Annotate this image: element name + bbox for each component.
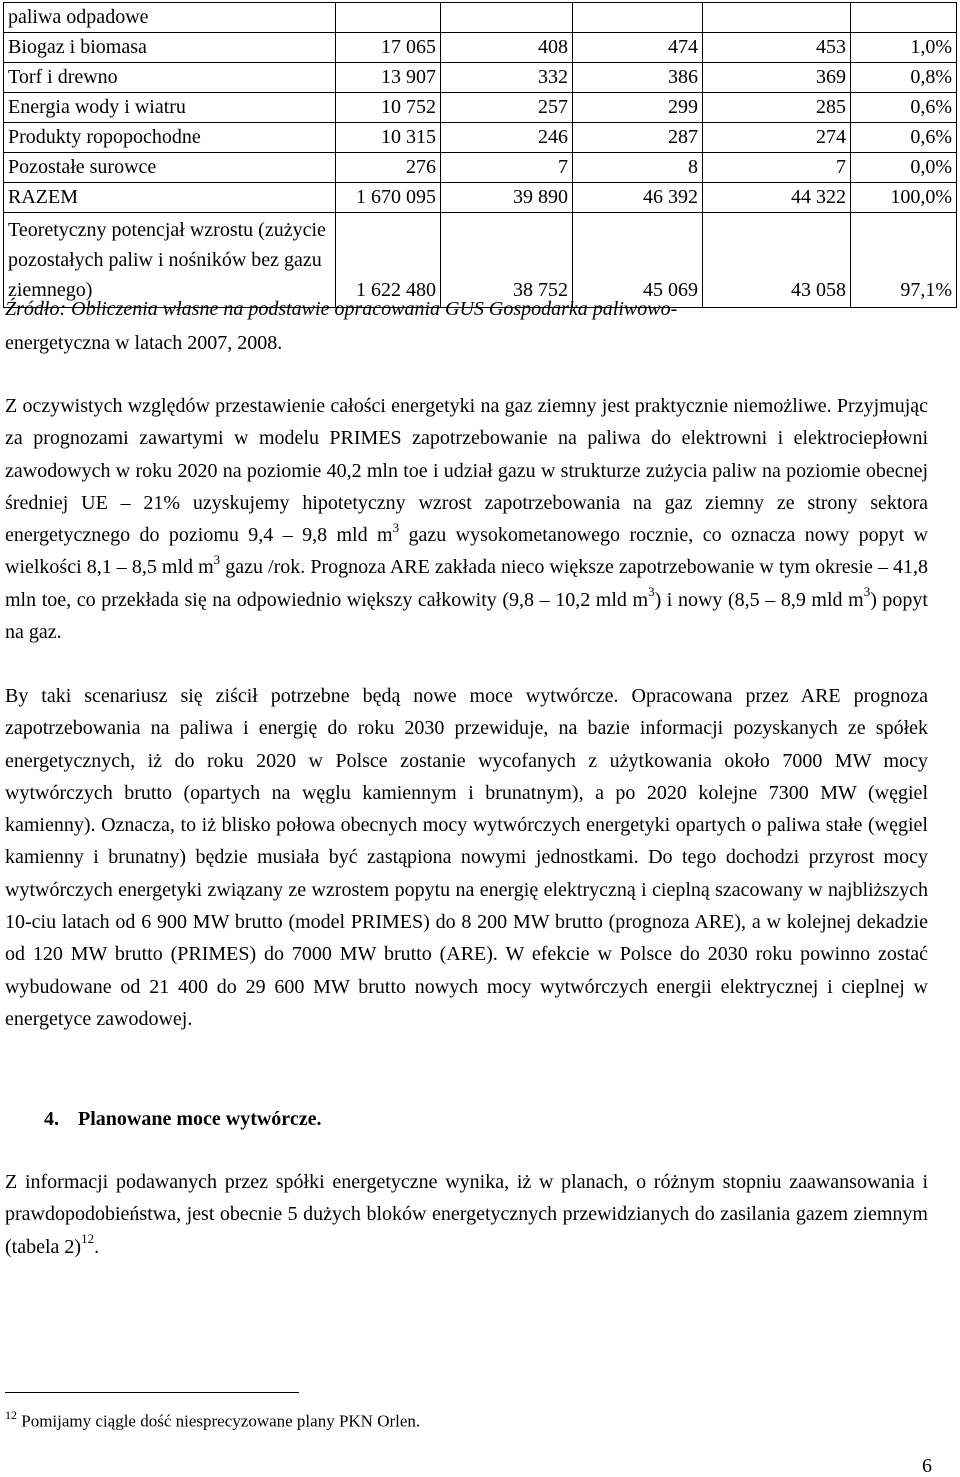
cell-value: 97,1%: [851, 213, 957, 308]
cell-value: 1 622 480: [336, 213, 441, 308]
paragraph-2c: gazu /rok.: [220, 556, 306, 579]
row-label: Torf i drewno: [4, 63, 336, 93]
cell-value: 44 322: [703, 183, 851, 213]
row-label: Teoretyczny potencjał wzrostu (zużycie pozostałych paliw i nośników bez gazu ziemnego): [4, 213, 336, 308]
table-row: [4, 33, 957, 63]
cell-value: 0,0%: [851, 153, 957, 183]
cell-value: 285: [703, 93, 851, 123]
paragraph-2f: ) popyt na gaz.: [5, 588, 928, 644]
source-upright: energetyczna w latach 2007, 2008.: [5, 332, 283, 354]
paragraph-main: [5, 390, 928, 648]
cell-value: 246: [441, 123, 573, 153]
paragraph-4: [5, 1166, 928, 1263]
footnote-ref: 12: [81, 1230, 95, 1246]
table-row: [4, 123, 957, 153]
table-row-total: [4, 183, 957, 213]
table-row: [4, 153, 957, 183]
cell-value: [573, 3, 703, 33]
row-label: Biogaz i biomasa: [4, 33, 336, 63]
cell-value: 369: [703, 63, 851, 93]
cell-value: 7: [441, 153, 573, 183]
footnote-divider: [5, 1392, 299, 1393]
paragraph-4-text: Z informacji podawanych przez spółki energetyczne wynika, iż w planach, o różnym stopniu zaawansowania i prawdopodobieństwa, jest obecnie 5 dużych bloków energetycznych przewidzianych do zasilania gazem ziemnym (tabela 2): [5, 1171, 928, 1258]
cell-value: 287: [573, 123, 703, 153]
footnote: [5, 1405, 420, 1433]
superscript: 3: [213, 551, 221, 567]
row-label: RAZEM: [4, 183, 336, 213]
table-row: [4, 93, 957, 123]
cell-value: 1 670 095: [336, 183, 441, 213]
cell-value: [703, 3, 851, 33]
cell-value: 38 752: [441, 213, 573, 308]
cell-value: 8: [573, 153, 703, 183]
cell-value: 257: [441, 93, 573, 123]
cell-value: 408: [441, 33, 573, 63]
cell-value: 10 752: [336, 93, 441, 123]
table-row: [4, 63, 957, 93]
cell-value: [441, 3, 573, 33]
paragraph-4-end: .: [94, 1235, 100, 1258]
cell-value: 17 065: [336, 33, 441, 63]
paragraph-2d: Prognoza ARE zakłada nieco większe zapotrzebowanie w tym okresie – 41,8 mln toe, co przekłada się na odpowiednio większy całkowity (9,8 – 10,2 mld m: [5, 556, 929, 611]
energy-table: [3, 2, 957, 308]
section-heading: [44, 1103, 321, 1135]
row-label: Produkty ropopochodne: [4, 123, 336, 153]
footnote-mark: 12: [5, 1408, 17, 1422]
paragraph-1: Z oczywistych względów przestawienie całości energetyki na gaz ziemny jest praktycznie niemożliwe.: [5, 395, 832, 417]
section-number: 4.: [44, 1108, 59, 1130]
cell-value: 39 890: [441, 183, 573, 213]
cell-value: 474: [573, 33, 703, 63]
cell-value: 453: [703, 33, 851, 63]
cell-value: 386: [573, 63, 703, 93]
cell-value: 0,8%: [851, 63, 957, 93]
cell-value: 299: [573, 93, 703, 123]
cell-value: [851, 3, 957, 33]
table-row: [4, 3, 957, 33]
source-italic: Źródło: Obliczenia własne na podstawie opracowania GUS Gospodarka paliwowo-: [5, 298, 678, 320]
cell-value: 10 315: [336, 123, 441, 153]
cell-value: 0,6%: [851, 93, 957, 123]
cell-value: 45 069: [573, 213, 703, 308]
row-label: paliwa odpadowe: [4, 3, 336, 33]
cell-value: 0,6%: [851, 123, 957, 153]
cell-value: 46 392: [573, 183, 703, 213]
cell-value: 13 907: [336, 63, 441, 93]
superscript: 3: [392, 519, 400, 535]
row-label: Pozostałe surowce: [4, 153, 336, 183]
cell-value: 7: [703, 153, 851, 183]
cell-value: 274: [703, 123, 851, 153]
table-source-note: [5, 292, 945, 360]
paragraph-2e: ) i nowy (8,5 – 8,9 mld m: [654, 588, 864, 611]
footnote-text: Pomijamy ciągle dość niesprecyzowane plany PKN Orlen.: [17, 1411, 421, 1431]
cell-value: 332: [441, 63, 573, 93]
paragraph-2b: gazu wysokometanowego rocznie, co oznacza nowy popyt w wielkości 8,1 – 8,5 mld m: [5, 524, 928, 579]
superscript: 3: [648, 584, 655, 600]
row-label: Energia wody i wiatru: [4, 93, 336, 123]
cell-value: 100,0%: [851, 183, 957, 213]
cell-value: 276: [336, 153, 441, 183]
paragraph-2a: Przyjmując za prognozami zawartymi w modelu PRIMES zapotrzebowanie na paliwa do elektrowni i elektrociepłowni zawodowych w roku 2020 na poziomie 40,2 mln toe i udział gazu w strukturze zużycia paliw na poziomie obecnej średniej UE – 21% uzyskujemy hipotetyczny wzrost zapotrzebowania na gaz ziemny ze strony sektora energetycznego do poziomu 9,4 – 9,8 mld m: [5, 395, 929, 547]
paragraph-3: By taki scenariusz się ziścił potrzebne będą nowe moce wytwórcze. Opracowana przez ARE prognoza zapotrzebowania na paliwa i energię do roku 2030 przewiduje, na bazie informacji pozyskanych ze spółek energetycznych, iż do roku 2020 w Polsce zostanie wycofanych z użytkowania około 7000 MW mocy wytwórczych brutto (opartych na węglu kamiennym i brunatnym), a po 2020 kolejne 7300 MW (węgiel kamienny). Oznacza, to iż blisko połowa obecnych mocy wytwórczych energetyki opartych o paliwa stałe (węgiel kamienny i brunatny) będzie musiała być zastąpiona nowymi jednostkami. Do tego dochodzi przyrost mocy wytwórczych energetyki związany ze wzrostem popytu na energię elektryczną i cieplną szacowany w najbliższych 10-ciu latach od 6 900 MW brutto (model PRIMES) do 8 200 MW brutto (prognoza ARE), a w kolejnej dekadzie od 120 MW brutto (PRIMES) do 7000 MW brutto (ARE). W efekcie w Polsce do 2030 roku powinno zostać wybudowane od 21 400 do 29 600 MW brutto nowych mocy wytwórczych energii elektrycznej i cieplnej w energetyce zawodowej.: [5, 685, 928, 1030]
cell-value: 1,0%: [851, 33, 957, 63]
section-title: Planowane moce wytwórcze.: [78, 1108, 322, 1130]
superscript: 3: [863, 584, 871, 600]
cell-value: [336, 3, 441, 33]
page-number: 6: [922, 1455, 932, 1477]
cell-value: 43 058: [703, 213, 851, 308]
